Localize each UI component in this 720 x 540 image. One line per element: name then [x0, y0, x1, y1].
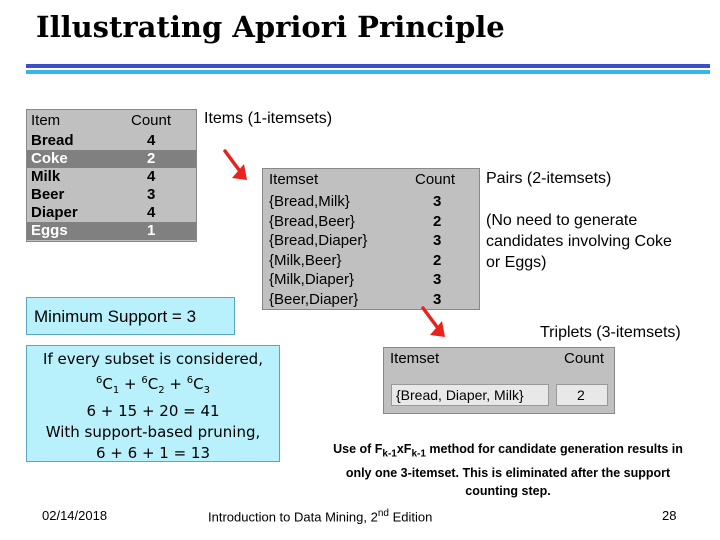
pairs-label: Pairs (2-itemsets): [486, 170, 612, 187]
pair-itemset: {Bread,Milk}: [269, 193, 350, 210]
comb-sub: 1: [112, 385, 120, 396]
item-name: Coke: [31, 150, 68, 167]
items-table-row: [27, 132, 196, 150]
triplets-count-cell: [556, 384, 608, 406]
comb-sup: 6: [141, 375, 148, 386]
items-table-row: [27, 222, 196, 240]
minimum-support-box: Minimum Support = 3: [26, 297, 235, 335]
triplets-itemset: {Bread, Diaper, Milk}: [396, 387, 524, 403]
pairs-table-header: [263, 169, 479, 189]
pair-itemset: {Milk,Beer}: [269, 251, 342, 269]
candidate-count-box: [26, 345, 280, 462]
pairs-note-line: or Eggs): [486, 254, 547, 271]
triplets-table: [383, 347, 615, 414]
pairs-table-row: [263, 252, 479, 270]
item-count: 4: [147, 168, 156, 185]
item-name: Diaper: [31, 204, 78, 221]
items-table-row: [27, 186, 196, 204]
note-sub: k-1: [411, 448, 426, 460]
item-count: 1: [147, 222, 156, 239]
pairs-note: [486, 210, 672, 273]
note-text: method for candidate generation results in: [425, 442, 683, 456]
slide-title: Illustrating Apriori Principle: [36, 10, 505, 44]
items-table-row: [27, 204, 196, 222]
pair-itemset: {Bread,Diaper}: [269, 232, 368, 249]
triplets-header-count: Count: [564, 350, 605, 367]
triplets-row: [391, 384, 549, 406]
comb-sub: 2: [158, 385, 165, 396]
items-table-header: [27, 110, 196, 130]
pairs-table-row: [263, 193, 479, 211]
pairs-header-count: Count: [415, 171, 456, 188]
comb-sup: 6: [186, 375, 194, 386]
note-line: [308, 440, 708, 464]
down-right-arrow-icon: [222, 148, 252, 184]
counting-line: With support-based pruning,: [45, 423, 261, 441]
note-text: Use of F: [333, 442, 383, 456]
pair-itemset: {Milk,Diaper}: [269, 271, 355, 288]
item-name: Bread: [31, 132, 74, 149]
counting-line: If every subset is considered,: [43, 350, 263, 368]
items-label: Items (1-itemsets): [204, 110, 333, 127]
comb-sup: 6: [96, 375, 103, 386]
footer-title-text: Edition: [388, 509, 433, 525]
triplets-header-itemset: Itemset: [390, 350, 440, 367]
pair-count: 3: [433, 290, 442, 308]
comb-base: C: [193, 375, 204, 393]
pair-itemset: {Bread,Beer}: [269, 212, 355, 230]
pair-count: 3: [433, 232, 442, 249]
triplets-label: Triplets (3-itemsets): [540, 324, 681, 341]
items-table: [26, 109, 197, 242]
footer-date: 02/14/2018: [42, 508, 108, 523]
comb-sub: 3: [203, 385, 210, 396]
pairs-note-line: candidates involving Coke: [486, 233, 672, 250]
footer-page-number: 28: [662, 508, 677, 523]
method-note: [308, 440, 708, 500]
item-count: 4: [147, 132, 156, 149]
pairs-table-row: [263, 271, 479, 289]
item-count: 3: [147, 186, 156, 203]
pairs-header-itemset: Itemset: [269, 171, 319, 188]
note-line: counting step.: [465, 483, 551, 498]
items-header-item: Item: [31, 112, 61, 129]
items-table-row: [27, 168, 196, 186]
note-line: only one 3-itemset. This is eliminated after the support: [345, 465, 671, 480]
note-sub: k-1: [382, 448, 397, 460]
pairs-table-row: [263, 213, 479, 231]
note-text: xF: [396, 442, 412, 456]
triplets-table-header: [384, 348, 614, 368]
comb-base: C: [102, 375, 113, 393]
items-table-row: [27, 150, 196, 168]
pair-count: 2: [433, 251, 442, 269]
footer-title-text: Introduction to Data Mining, 2: [208, 509, 378, 525]
pairs-table-row: [263, 232, 479, 250]
counting-line: 6 + 15 + 20 = 41: [86, 402, 220, 420]
pairs-table: [262, 168, 480, 310]
pair-count: 3: [433, 193, 442, 210]
comb-base: C: [147, 375, 159, 393]
footer-title-sup: nd: [377, 508, 389, 519]
pair-count: 2: [433, 212, 442, 230]
counting-line: 6 + 6 + 1 = 13: [95, 444, 211, 462]
triplets-count: 2: [577, 387, 585, 403]
pair-itemset: {Beer,Diaper}: [269, 290, 359, 308]
comb-op: +: [124, 375, 137, 393]
combination-line: [27, 370, 279, 401]
item-count: 2: [147, 150, 156, 167]
title-rule-dark: [26, 64, 710, 68]
item-name: Beer: [31, 186, 65, 203]
pairs-note-line: (No need to generate: [486, 212, 638, 229]
item-name: Milk: [31, 168, 61, 185]
item-count: 4: [147, 204, 156, 221]
items-header-count: Count: [131, 112, 172, 129]
pair-count: 3: [433, 271, 442, 288]
item-name: Eggs: [31, 222, 68, 239]
down-right-arrow-icon: [420, 305, 450, 341]
title-rule-light: [26, 70, 710, 74]
footer-title: [208, 508, 432, 524]
comb-op: +: [169, 375, 182, 393]
